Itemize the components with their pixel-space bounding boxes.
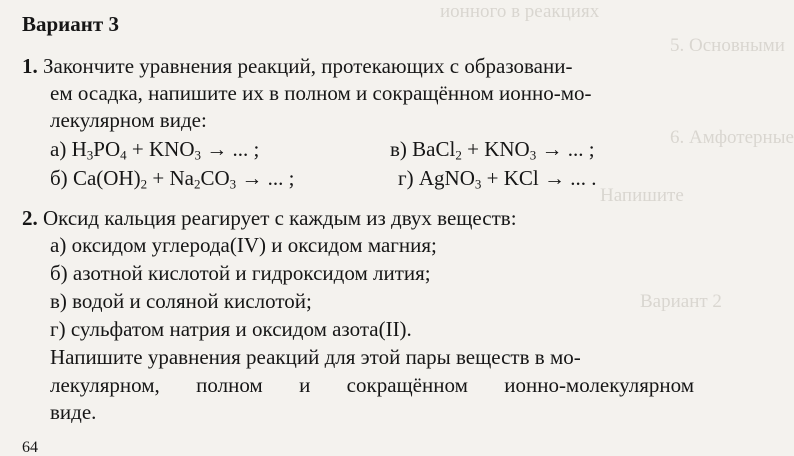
item-letter: б) bbox=[50, 166, 68, 190]
task1-item-b bbox=[50, 166, 295, 192]
formula: AgNO$_3$ + KCl → ... . bbox=[418, 166, 597, 192]
task2-instruction-2: лекулярном, полном и сокращённом ионно-молекулярном bbox=[50, 373, 694, 397]
formula: BaCl$_2$ + $KNO_3$ → ... ; bbox=[412, 137, 595, 163]
task2-number: 2. bbox=[22, 206, 38, 230]
formula: $H_3PO_4 + KNO_3$ → ... ; bbox=[71, 137, 260, 163]
task1-text: Закончите уравнения реакций, протекающих с образовани- bbox=[43, 54, 573, 78]
task1-item-g bbox=[398, 166, 597, 192]
task2-option-g: г) сульфатом натрия и оксидом азота(II). bbox=[50, 317, 412, 341]
task1-line-1 bbox=[22, 56, 694, 77]
bleed-through-text: 5. Основными bbox=[670, 35, 785, 56]
page-number: 64 bbox=[22, 439, 38, 456]
task2-option-v: в) водой и соляной кислотой; bbox=[50, 289, 312, 313]
item-letter: а) bbox=[50, 137, 67, 161]
task2-option-a: а) оксидом углерода(IV) и оксидом магния; bbox=[50, 233, 437, 257]
task2-instruction-3: виде. bbox=[50, 400, 97, 424]
task1-line-2: ем осадка, напишите их в полном и сокращённом ионно-мо- bbox=[50, 81, 592, 105]
bleed-through-text: Вариант 2 bbox=[640, 291, 722, 312]
variant-title: Вариант 3 bbox=[22, 12, 119, 36]
task2-option-b: б) азотной кислотой и гидроксидом лития; bbox=[50, 261, 431, 285]
task2-instruction-1: Напишите уравнения реакций для этой пары веществ в мо- bbox=[50, 345, 581, 369]
formula: $Ca(OH)_2 + Na_2CO_3$ → ... ; bbox=[72, 166, 295, 192]
task2-line-1 bbox=[22, 208, 517, 229]
task1-number: 1. bbox=[22, 54, 38, 78]
task1-item-a bbox=[50, 137, 260, 163]
item-letter: г) bbox=[398, 166, 414, 190]
item-letter: в) bbox=[390, 137, 407, 161]
bleed-through-text: 6. Амфотерные bbox=[670, 127, 794, 148]
bleed-through-text: ионного в реакциях bbox=[440, 1, 600, 22]
task1-line-3: лекулярном виде: bbox=[50, 108, 207, 132]
bleed-through-text: Напишите bbox=[600, 185, 684, 206]
task1-item-v bbox=[390, 137, 595, 163]
task2-text: Оксид кальция реагирует с каждым из двух веществ: bbox=[43, 206, 517, 230]
